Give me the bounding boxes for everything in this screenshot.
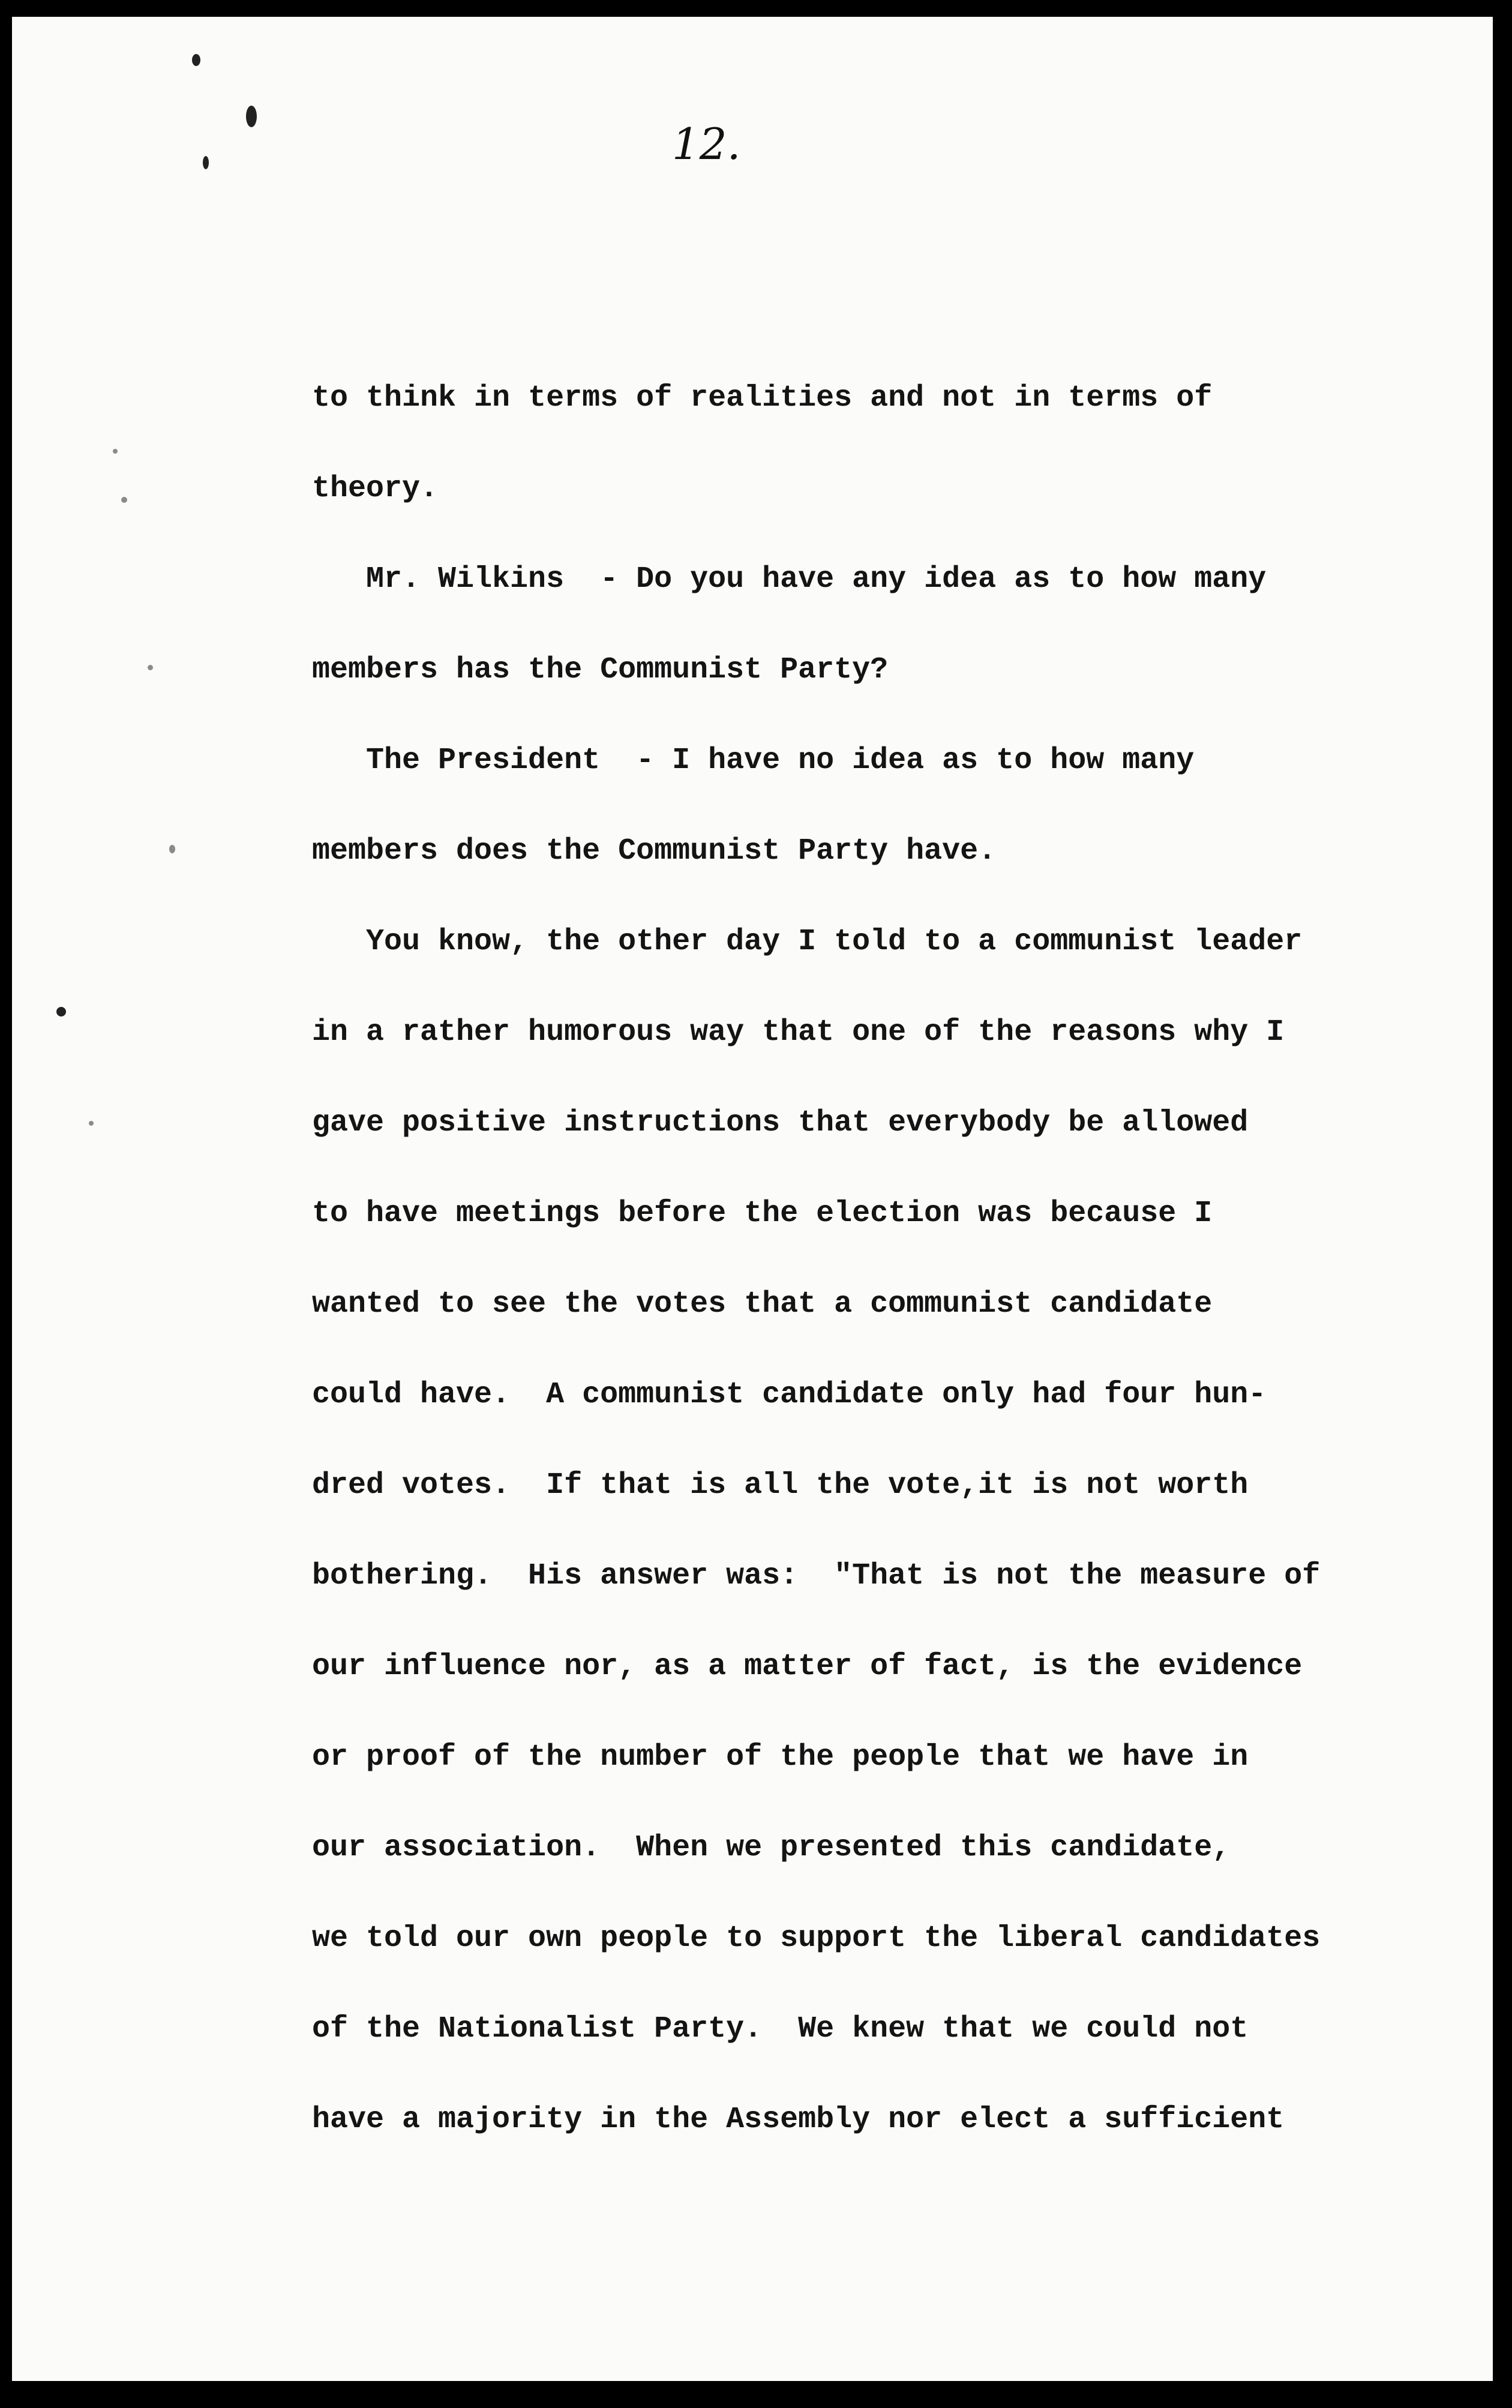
text-line: You know, the other day I told to a communist leader: [312, 925, 1303, 959]
text-line: in a rather humorous way that one of the reasons why I: [312, 1015, 1285, 1049]
text-line: gave positive instructions that everybody be allowed: [312, 1106, 1249, 1140]
ink-speck: [148, 665, 153, 670]
ink-speck: [192, 54, 200, 66]
ink-speck: [121, 497, 127, 503]
ink-speck: [203, 156, 209, 169]
text-line: The President - I have no idea as to how many: [312, 743, 1195, 778]
text-line: theory.: [312, 472, 439, 506]
ink-speck: [169, 845, 175, 853]
text-line: to think in terms of realities and not in terms of: [312, 381, 1213, 415]
page-number: 12.: [672, 119, 741, 169]
text-line: or proof of the number of the people that we have in: [312, 1740, 1249, 1774]
text-line: members has the Communist Party?: [312, 653, 889, 687]
text-line: bothering. His answer was: "That is not the measure of: [312, 1559, 1321, 1593]
ink-speck: [113, 449, 118, 454]
body-text: [312, 353, 1416, 2165]
text-line: our association. When we presented this candidate,: [312, 1831, 1231, 1865]
document-page: [12, 17, 1493, 2381]
text-line: have a majority in the Assembly nor elect a sufficient: [312, 2103, 1285, 2137]
ink-speck: [246, 106, 257, 127]
ink-speck: [56, 1007, 66, 1016]
text-line: to have meetings before the election was because I: [312, 1196, 1213, 1231]
text-line: members does the Communist Party have.: [312, 834, 997, 868]
ink-speck: [89, 1121, 94, 1126]
text-line: of the Nationalist Party. We knew that we could not: [312, 2012, 1249, 2046]
text-line: could have. A communist candidate only had four hun-: [312, 1378, 1267, 1412]
text-line: we told our own people to support the liberal candidates: [312, 1921, 1321, 1956]
text-line: dred votes. If that is all the vote,it is not worth: [312, 1468, 1249, 1503]
text-line: wanted to see the votes that a communist candidate: [312, 1287, 1213, 1321]
text-line: our influence nor, as a matter of fact, is the evidence: [312, 1650, 1303, 1684]
text-line: Mr. Wilkins - Do you have any idea as to how many: [312, 562, 1267, 596]
